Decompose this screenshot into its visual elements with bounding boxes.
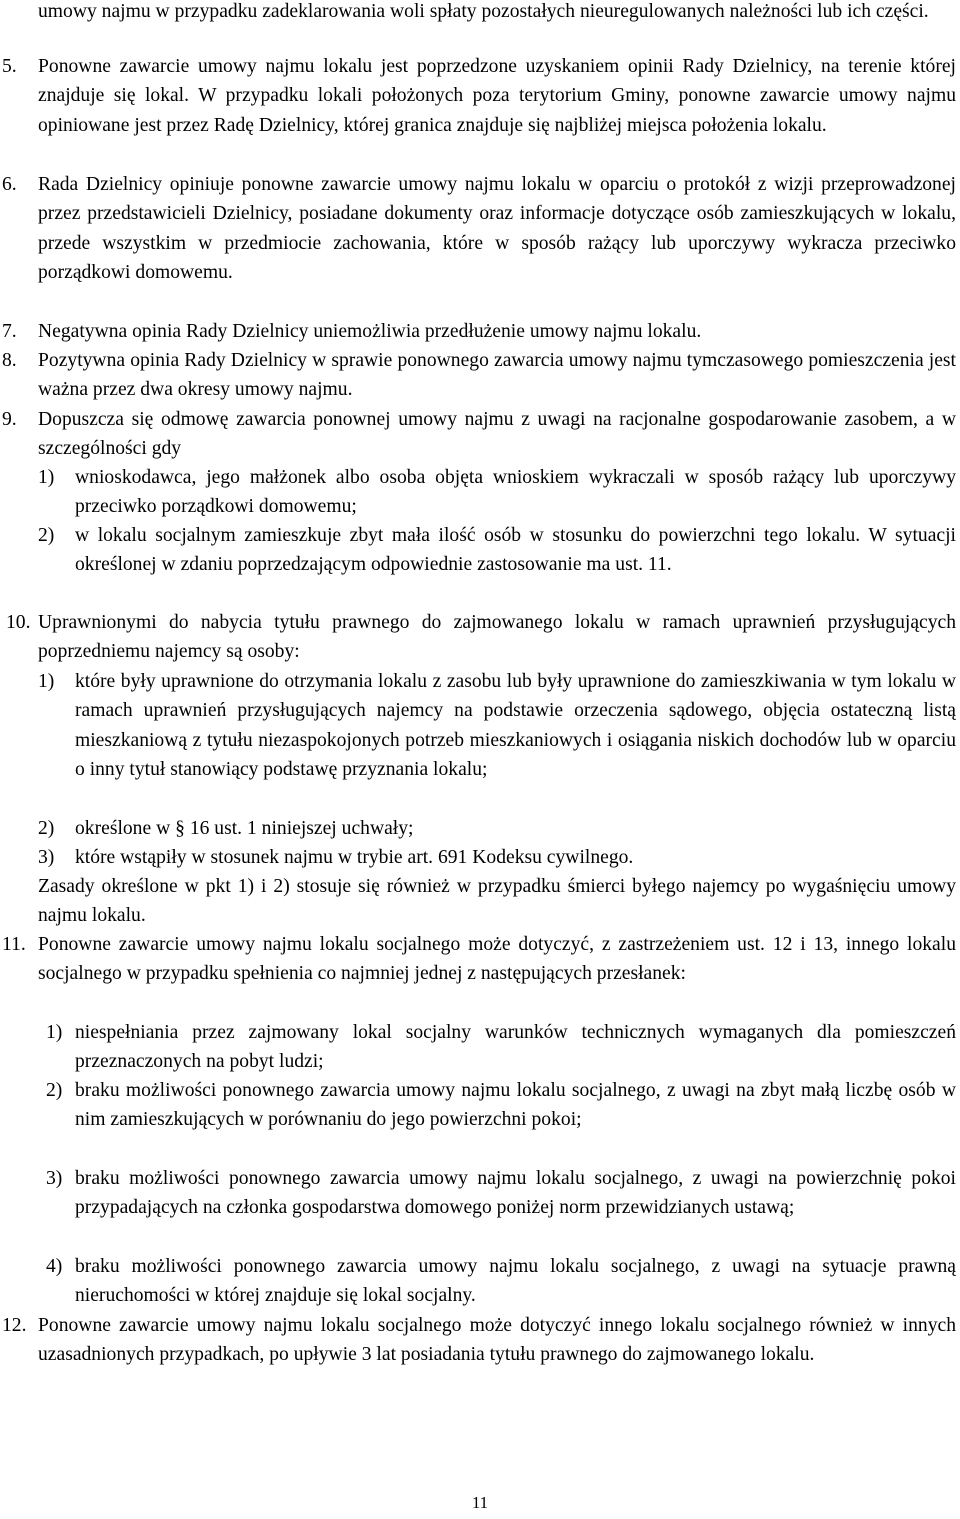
item-9-text: Dopuszcza się odmowę zawarcia ponownej umowy najmu z uwagi na racjonalne gospodarowanie zasobem, a w szczególności gdy — [38, 409, 956, 460]
item-11-text: Ponowne zawarcie umowy najmu lokalu socjalnego może dotyczyć, z zastrzeżeniem ust. 12 i 13, innego lokalu socjalnego w przypadku spełnienia co najmniej jednej z następujących przesłanek: — [38, 934, 956, 985]
continuation-paragraph: umowy najmu w przypadku zadeklarowania woli spłaty pozostałych nieuregulowanych należności lub ich części. — [38, 1, 929, 22]
subitem-number: 3) — [38, 847, 55, 868]
item-number: 9. — [2, 409, 17, 430]
page-number: 11 — [471, 1493, 489, 1512]
item-6-text: Rada Dzielnicy opiniuje ponowne zawarcie umowy najmu lokalu w oparciu o protokół z wizji przeprowadzonej przez przedstawicieli Dzielnicy, posiadane dokumenty oraz informacje dotyczące osób zamieszkujących w lokalu, przede wszystkim w przedmiocie zachowania, które w sposób rażący lub uporczywy wykracza przeciwko porządkowi domowemu. — [38, 174, 956, 283]
item-number: 7. — [2, 321, 17, 342]
item-number: 5. — [2, 56, 17, 77]
item-8-text: Pozytywna opinia Rady Dzielnicy w sprawie ponownego zawarcia umowy najmu tymczasowego pomieszczenia jest ważna przez dwa okresy umowy najmu. — [38, 350, 956, 401]
item-number: 10. — [6, 612, 31, 633]
item-5-text: Ponowne zawarcie umowy najmu lokalu jest poprzedzone uzyskaniem opinii Rady Dzielnicy, na terenie której znajduje się lokal. W przypadku lokali położonych poza terytorium Gminy, ponowne zawarcie umowy najmu opiniowane jest przez Radę Dzielnicy, której granica znajduje się najbliżej miejsca położenia lokalu. — [38, 56, 956, 136]
subitem-number: 1) — [38, 467, 55, 488]
item-number: 11. — [2, 934, 26, 955]
item-12-text: Ponowne zawarcie umowy najmu lokalu socjalnego może dotyczyć innego lokalu socjalnego również w innych uzasadnionych przypadkach, po upływie 3 lat posiadania tytułu prawnego do zajmowanego lokalu. — [38, 1315, 956, 1366]
item-11-subitem-1: niespełniania przez zajmowany lokal socjalny warunków technicznych wymaganych dla pomieszczeń przeznaczonych na pobyt ludzi; — [75, 1022, 956, 1073]
item-11-subitem-4: braku możliwości ponownego zawarcia umowy najmu lokalu socjalnego, z uwagi na sytuacje prawną nieruchomości w której znajduje się lokal socjalny. — [75, 1256, 956, 1307]
item-7-text: Negatywna opinia Rady Dzielnicy uniemożliwia przedłużenie umowy najmu lokalu. — [38, 321, 702, 342]
item-9-subitem-1: wnioskodawca, jego małżonek albo osoba objęta wnioskiem wykraczali w sposób rażący lub uporczywy przeciwko porządkowi domowemu; — [75, 467, 956, 518]
subitem-number: 1) — [46, 1022, 63, 1043]
item-9-subitem-2: w lokalu socjalnym zamieszkuje zbyt mała ilość osób w stosunku do powierzchni tego lokalu. W sytuacji określonej w zdaniu poprzedzającym odpowiednie zastosowanie ma ust. 11. — [75, 525, 956, 576]
subitem-number: 4) — [46, 1256, 63, 1277]
item-10-tail: Zasady określone w pkt 1) i 2) stosuje się również w przypadku śmierci byłego najemcy po wygaśnięciu umowy najmu lokalu. — [38, 876, 956, 927]
item-11-subitem-2: braku możliwości ponownego zawarcia umowy najmu lokalu socjalnego, z uwagi na zbyt małą liczbę osób w nim zamieszkujących w porównaniu do jego powierzchni pokoi; — [75, 1080, 956, 1131]
subitem-number: 1) — [38, 671, 55, 692]
item-10-subitem-3: które wstąpiły w stosunek najmu w trybie art. 691 Kodeksu cywilnego. — [75, 847, 634, 868]
subitem-number: 2) — [46, 1080, 63, 1101]
item-10-subitem-1: które były uprawnione do otrzymania lokalu z zasobu lub były uprawnione do zamieszkiwania w tym lokalu w ramach uprawnień przysługujących najemcy na podstawie orzeczenia sądowego, objęcia ostateczną listą mieszkaniową z tytułu niezaspokojonych potrzeb mieszkaniowych i osiągania niskich dochodów lub w oparciu o inny tytuł stanowiący podstawę przyznania lokalu; — [75, 671, 956, 780]
item-11-subitem-3: braku możliwości ponownego zawarcia umowy najmu lokalu socjalnego, z uwagi na powierzchnię pokoi przypadających na członka gospodarstwa domowego poniżej norm przewidzianych ustawą; — [75, 1168, 956, 1219]
item-number: 8. — [2, 350, 17, 371]
item-number: 12. — [2, 1315, 27, 1336]
item-10-text: Uprawnionymi do nabycia tytułu prawnego do zajmowanego lokalu w ramach uprawnień przysługujących poprzedniemu najemcy są osoby: — [38, 612, 956, 663]
subitem-number: 3) — [46, 1168, 63, 1189]
subitem-number: 2) — [38, 525, 55, 546]
item-number: 6. — [2, 174, 17, 195]
item-10-subitem-2: określone w § 16 ust. 1 niniejszej uchwały; — [75, 818, 414, 839]
subitem-number: 2) — [38, 818, 55, 839]
